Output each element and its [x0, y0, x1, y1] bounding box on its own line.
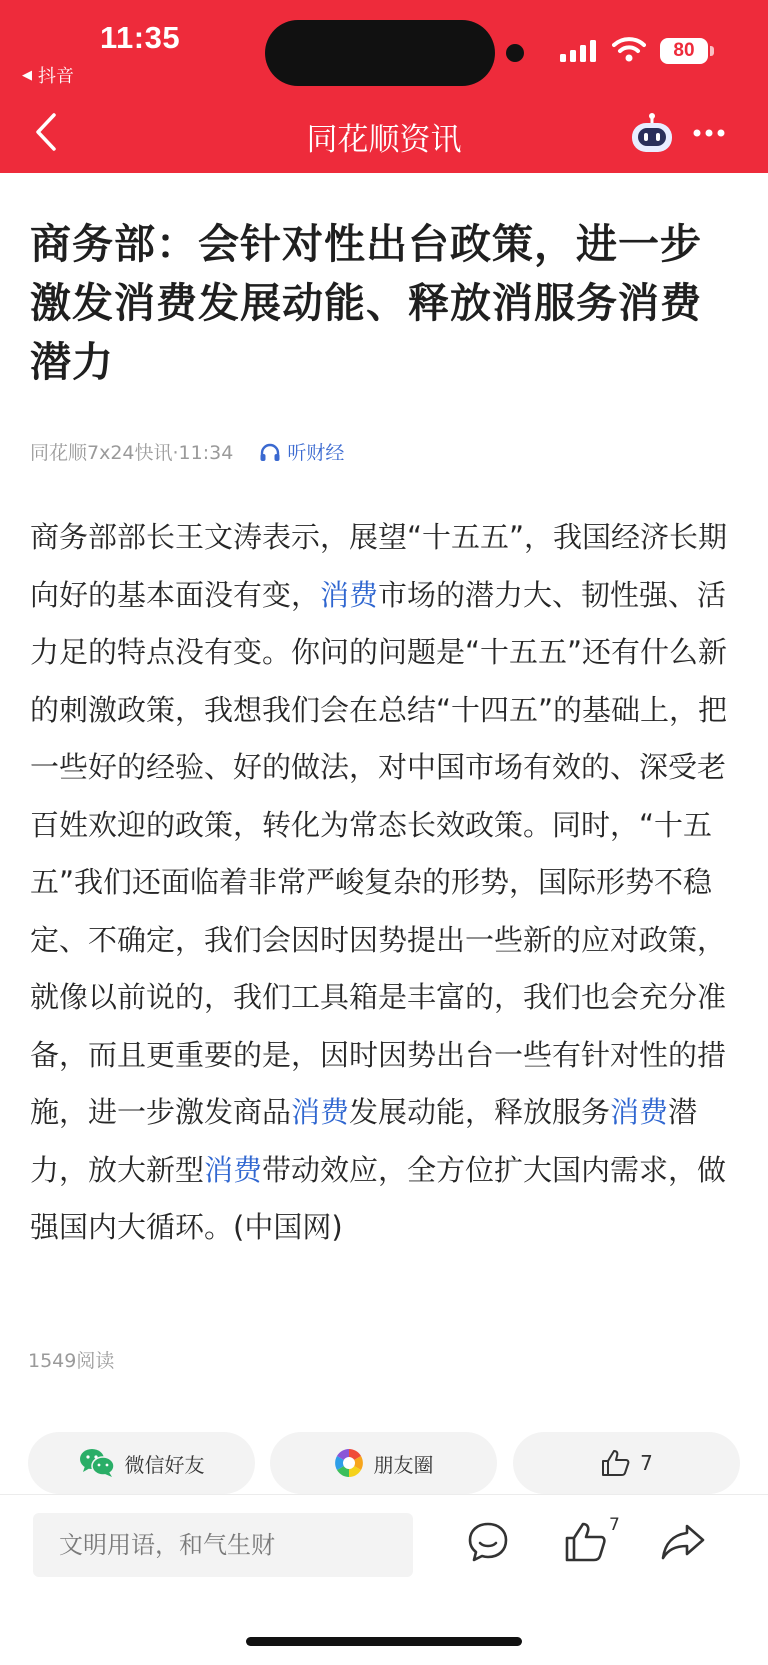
- dynamic-island: [265, 20, 495, 86]
- more-icon[interactable]: [692, 128, 726, 138]
- body-text: 商务部部长王文涛表示，展望“十五五”，我国经济长期向好的基本面没有变，: [30, 520, 728, 612]
- body-text: 带动效应，全方位扩大国内需求，做强国内大循环。(中国网): [30, 1152, 727, 1244]
- listen-button[interactable]: [259, 438, 344, 465]
- moments-icon: [334, 1448, 364, 1478]
- wifi-icon: [612, 36, 646, 62]
- signal-icon: [560, 40, 600, 62]
- thumbs-up-icon[interactable]: [563, 1520, 607, 1564]
- source-time: 同花顺7x24快讯·11:34: [30, 442, 234, 464]
- wechat-icon: [79, 1448, 115, 1478]
- wechat-label: 微信好友: [124, 1452, 205, 1477]
- back-to-app[interactable]: [22, 62, 74, 88]
- share-wechat-button[interactable]: [28, 1432, 255, 1494]
- keyword-link[interactable]: 消费: [320, 577, 379, 612]
- article-meta: [30, 438, 344, 465]
- back-app-label: 抖音: [38, 66, 74, 87]
- comment-icon[interactable]: [466, 1520, 510, 1564]
- like-badge: 7: [609, 1515, 620, 1535]
- like-count: 7: [640, 1451, 653, 1475]
- article-body: [30, 509, 740, 1257]
- keyword-link[interactable]: 消费: [204, 1152, 263, 1187]
- back-triangle-icon: ◀: [22, 67, 32, 83]
- moments-label: 朋友圈: [373, 1452, 434, 1477]
- share-icon[interactable]: [659, 1520, 707, 1564]
- status-time: 11:35: [100, 20, 181, 55]
- thumbs-up-icon: [600, 1449, 630, 1477]
- body-text: 潜力，放大新型: [30, 1095, 698, 1187]
- page-title: 同花顺资讯: [306, 122, 462, 158]
- read-count: 1549阅读: [28, 1350, 115, 1372]
- body-text: 市场的潜力大、韧性强、活力足的特点没有变。你问的问题是“十五五”还有什么新的刺激政策，我想我们会在总结“十四五”的基础上，把一些好的经验、好的做法，对中国市场有效的、深受老百姓欢迎的政策，转化为常态长效政策。同时，“十五五”我们还面临着非常严峻复杂的形势，国际形势不稳定、不确定，我们会因时因势提出一些新的应对政策，就像以前说的，我们工具箱是丰富的，我们也会充分准备，而且更重要的是，因时因势出台一些有针对性的措施，进一步激发商品: [30, 577, 728, 1129]
- home-indicator: [246, 1637, 522, 1646]
- battery-indicator: 80: [660, 38, 708, 64]
- body-text: 发展动能，释放服务: [349, 1095, 611, 1129]
- like-pill-button[interactable]: [513, 1432, 740, 1494]
- keyword-link[interactable]: 消费: [610, 1095, 669, 1129]
- bottom-divider: [0, 1494, 768, 1495]
- app-header: [0, 0, 768, 173]
- headphones-icon: [259, 442, 281, 462]
- article-title: 商务部：会针对性出台政策，进一步激发消费发展动能、释放消服务消费潜力: [30, 220, 702, 386]
- comment-input[interactable]: 文明用语，和气生财: [33, 1513, 413, 1577]
- battery-nub: [710, 46, 714, 56]
- share-moments-button[interactable]: [270, 1432, 497, 1494]
- robot-assistant-icon[interactable]: [630, 112, 674, 154]
- keyword-link[interactable]: 消费: [291, 1095, 350, 1129]
- listen-label: 听财经: [287, 442, 345, 464]
- share-row: [28, 1432, 740, 1494]
- camera-dot: [506, 44, 524, 62]
